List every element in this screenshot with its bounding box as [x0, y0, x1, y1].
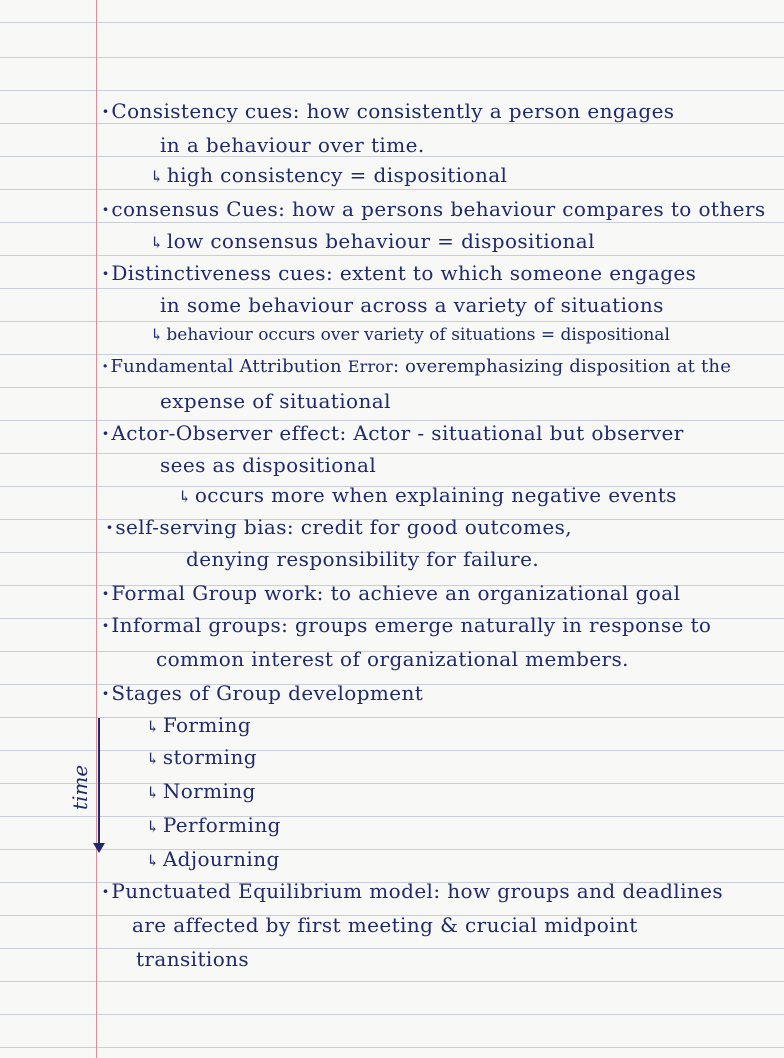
stage-item	[146, 846, 280, 874]
note-punctuated-equilibrium	[102, 878, 723, 904]
stage-item	[146, 712, 251, 740]
term: self-serving bias	[115, 515, 287, 539]
definition-continued: in some behaviour across a variety of situations	[160, 293, 664, 317]
note-continuation	[160, 132, 425, 158]
definition: : how groups and deadlines	[433, 879, 724, 903]
sub-arrow-icon: ↳	[146, 783, 160, 802]
note-consistency	[102, 98, 674, 124]
definition: : overemphasizing disposition at the	[393, 356, 732, 377]
bullet: ·	[102, 879, 110, 903]
heading: Stages of Group development	[111, 681, 424, 705]
definition-continued: denying responsibility for failure.	[186, 547, 540, 571]
note-sub	[178, 482, 677, 510]
note-consensus	[102, 196, 766, 222]
bullet: ·	[102, 356, 109, 377]
term: Consistency cues	[111, 99, 293, 123]
bullet: ·	[102, 261, 110, 285]
bullet: ·	[102, 421, 110, 445]
stage-label: storming	[162, 745, 257, 769]
bullet: ·	[102, 581, 110, 605]
definition-continued: common interest of organizational members.	[156, 647, 629, 671]
definition-continued: sees as dispositional	[160, 453, 377, 477]
note-continuation	[160, 292, 664, 318]
definition-continued: in a behaviour over time.	[160, 133, 425, 157]
definition: : Actor - situational but observer	[339, 421, 684, 445]
note-sub	[150, 322, 670, 348]
definition-continued: are affected by first meeting & crucial midpoint	[132, 913, 638, 937]
sub-point: low consensus behaviour = dispositional	[166, 229, 595, 253]
stage-item	[146, 778, 256, 806]
margin-line	[96, 0, 97, 1058]
term: Distinctiveness cues	[111, 261, 326, 285]
term: Actor-Observer effect	[111, 421, 340, 445]
note-formal-group	[102, 580, 680, 606]
bullet: ·	[102, 197, 110, 221]
timeline-label: time	[68, 764, 92, 810]
term: Fundamental Attribution	[110, 356, 342, 377]
definition: : credit for good outcomes,	[286, 515, 573, 539]
timeline-arrow-head-icon	[93, 843, 105, 853]
note-continuation	[160, 452, 376, 478]
term: Formal Group work	[111, 581, 317, 605]
bullet: ·	[102, 681, 110, 705]
sub-point: occurs more when explaining negative events	[194, 483, 677, 507]
note-continuation	[136, 946, 249, 972]
note-stages-title	[102, 680, 423, 706]
note-distinctiveness	[102, 260, 696, 286]
definition: : extent to which someone engages	[325, 261, 697, 285]
sub-arrow-icon: ↳	[178, 487, 192, 506]
note-sub	[150, 162, 507, 190]
term-suffix: Error	[347, 357, 393, 376]
timeline-arrow-shaft	[98, 718, 100, 848]
bullet: ·	[102, 99, 110, 123]
note-continuation	[156, 646, 629, 672]
bullet: ·	[106, 515, 114, 539]
sub-arrow-icon: ↳	[146, 851, 160, 870]
sub-arrow-icon: ↳	[146, 817, 160, 836]
definition-continued: transitions	[136, 947, 250, 971]
note-sub	[150, 228, 595, 256]
note-continuation	[186, 546, 539, 572]
sub-arrow-icon: ↳	[150, 325, 164, 344]
note-continuation	[160, 388, 391, 414]
stage-label: Adjourning	[162, 847, 280, 871]
note-continuation	[132, 912, 638, 938]
sub-arrow-icon: ↳	[150, 167, 164, 186]
definition: : to achieve an organizational goal	[316, 581, 681, 605]
sub-arrow-icon: ↳	[146, 717, 160, 736]
definition: : how a persons behaviour compares to others	[278, 197, 766, 221]
definition: : how consistently a person engages	[292, 99, 675, 123]
stage-label: Norming	[162, 779, 256, 803]
note-actor-observer	[102, 420, 684, 446]
bullet: ·	[102, 613, 110, 637]
term: Informal groups	[111, 613, 282, 637]
stage-label: Forming	[162, 713, 252, 737]
sub-point: high consistency = dispositional	[166, 163, 508, 187]
definition: : groups emerge naturally in response to	[281, 613, 712, 637]
sub-point: behaviour occurs over variety of situations = dispositional	[166, 325, 670, 345]
term: consensus Cues	[111, 197, 279, 221]
note-self-serving	[106, 514, 572, 540]
stage-label: Performing	[162, 813, 281, 837]
note-informal-groups	[102, 612, 711, 638]
stage-item	[146, 744, 257, 772]
sub-arrow-icon: ↳	[146, 749, 160, 768]
term: Punctuated Equilibrium model	[111, 879, 434, 903]
definition-continued: expense of situational	[160, 389, 391, 413]
note-fae	[102, 354, 731, 380]
stage-item	[146, 812, 281, 840]
sub-arrow-icon: ↳	[150, 233, 164, 252]
